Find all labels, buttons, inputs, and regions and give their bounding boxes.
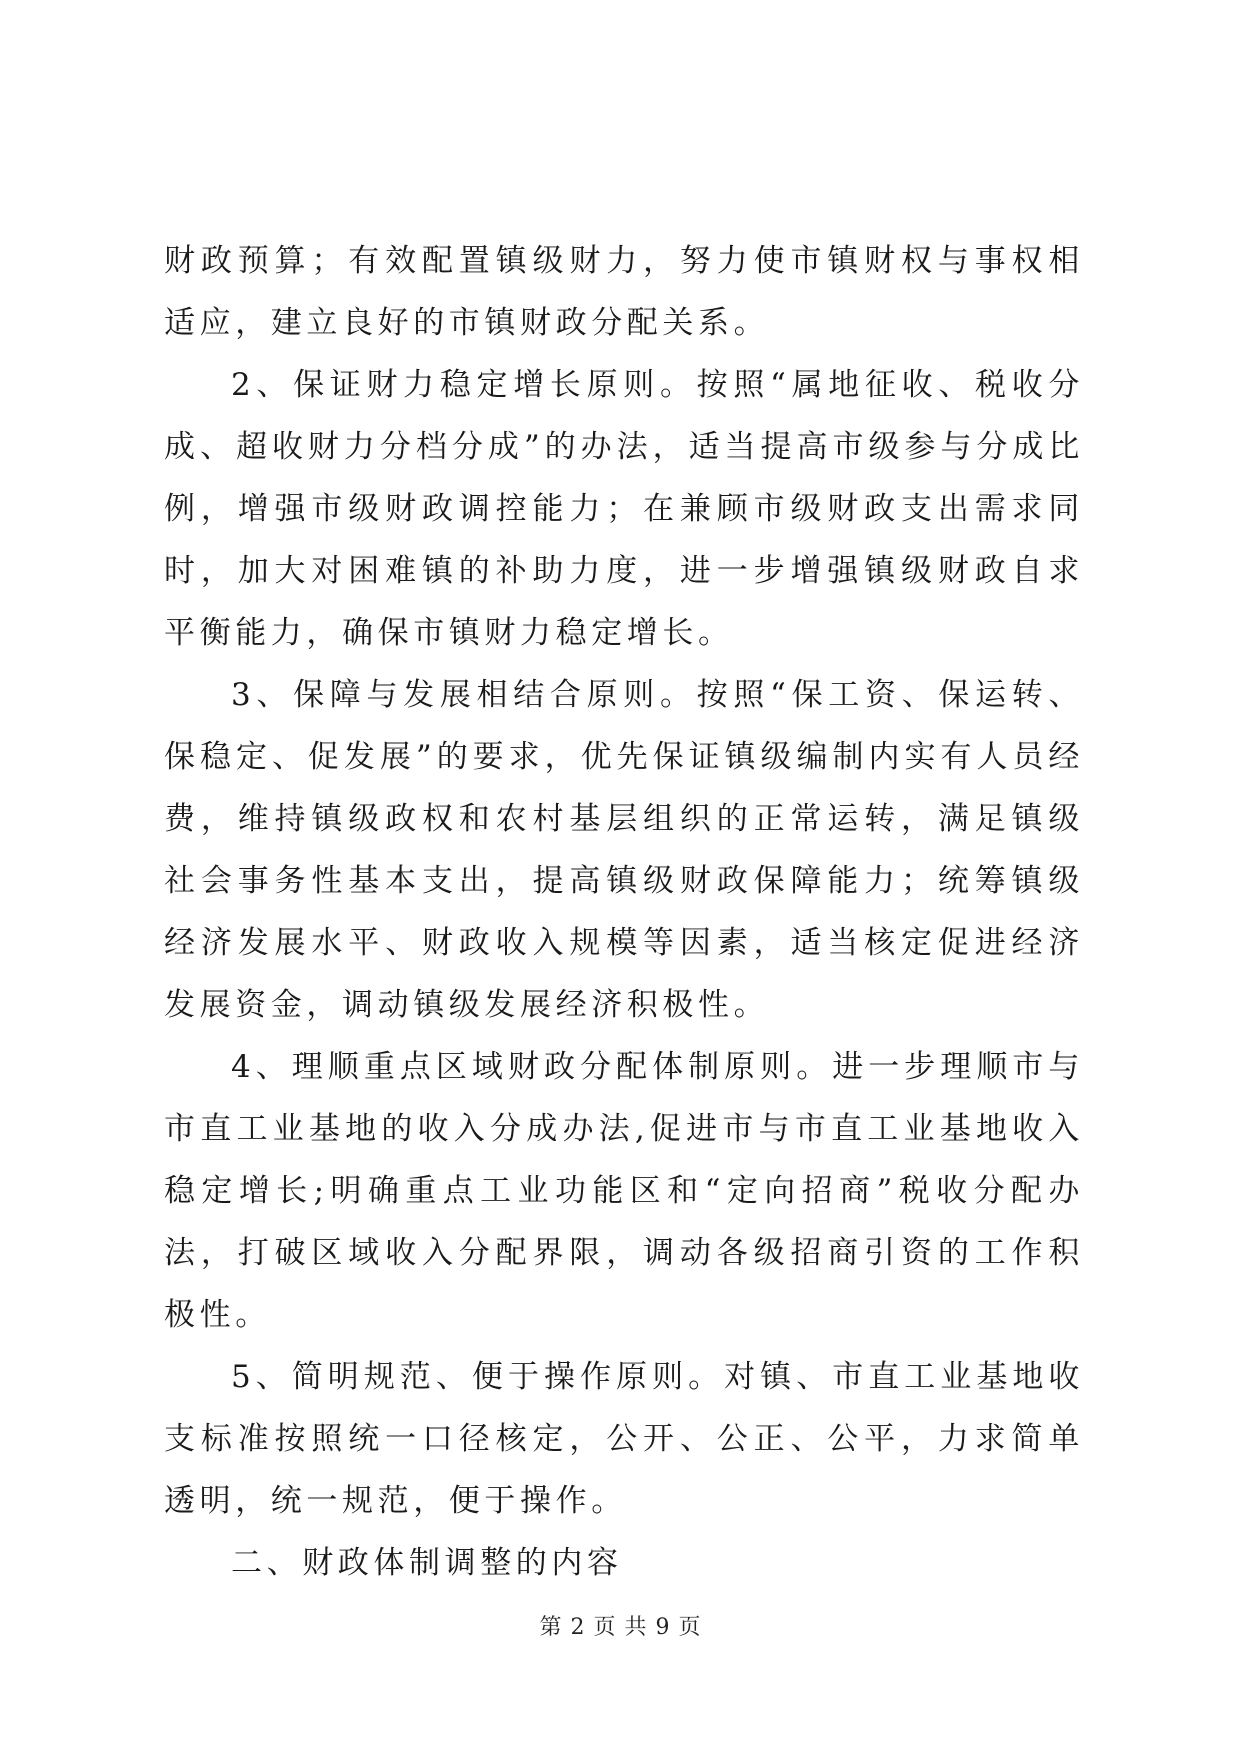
document-body bbox=[164, 230, 1084, 1594]
paragraph-principle-5: 5、简明规范、便于操作原则。对镇、市直工业基地收支标准按照统一口径核定，公开、公正、公平，力求简单透明，统一规范，便于操作。 bbox=[164, 1359, 1084, 1519]
section-heading-2: 二、财政体制调整的内容 bbox=[231, 1545, 623, 1581]
paragraph-principle-4: 4、理顺重点区域财政分配体制原则。进一步理顺市与市直工业基地的收入分成办法,促进市与市直工业基地收入稳定增长;明确重点工业功能区和“定向招商”税收分配办法，打破区域收入分配界限，调动各级招商引资的工作积极性。 bbox=[164, 1049, 1084, 1333]
page-number-footer: 第 2 页 共 9 页 bbox=[539, 1615, 702, 1640]
paragraph-principle-3: 3、保障与发展相结合原则。按照“保工资、保运转、保稳定、促发展”的要求，优先保证镇级编制内实有人员经费，维持镇级政权和农村基层组织的正常运转，满足镇级社会事务性基本支出，提高镇级财政保障能力；统筹镇级经济发展水平、财政收入规模等因素，适当核定促进经济发展资金，调动镇级发展经济积极性。 bbox=[164, 677, 1084, 1023]
paragraph-continuation: 财政预算；有效配置镇级财力，努力使市镇财权与事权相适应，建立良好的市镇财政分配关系。 bbox=[164, 243, 1084, 341]
paragraph-principle-2: 2、保证财力稳定增长原则。按照“属地征收、税收分成、超收财力分档分成”的办法，适当提高市级参与分成比例，增强市级财政调控能力；在兼顾市级财政支出需求同时，加大对困难镇的补助力度，进一步增强镇级财政自求平衡能力，确保市镇财力稳定增长。 bbox=[164, 367, 1084, 651]
